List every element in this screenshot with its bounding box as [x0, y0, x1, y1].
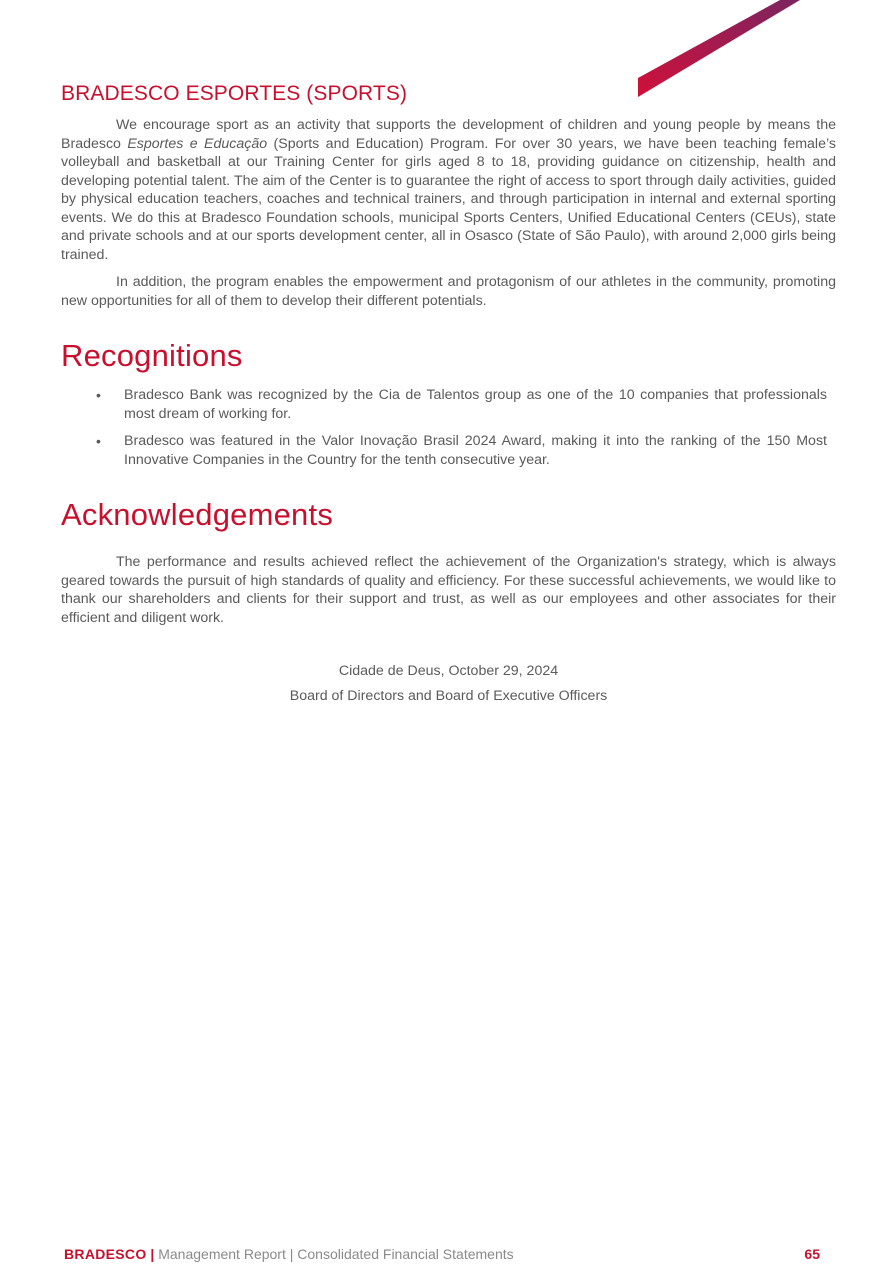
sports-p1-after: (Sports and Education) Program. For over 30 years, we have been teaching female’s volleyball and basketball at our Training Center for girls aged 8 to 18, providing guidance on citizenship, health and developing potential talent. The aim of the Center is to guarantee the right of access to sport through daily activities, guided by physical education teachers, coaches and technical trainers, and through participation in internal and external sporting events. We do this at Bradesco Foundation schools, municipal Sports Centers, Unified Educational Centers (CEUs), state and private schools and at our sports development center, all in Osasco (State of São Paulo), with around 2,000 girls being trained.: [61, 135, 836, 263]
acknowledgements-paragraph: The performance and results achieved reflect the achievement of the Organization's strategy, which is always geared towards the pursuit of high standards of quality and efficiency. For these successful achievements, we would like to thank our shareholders and clients for their support and trust, as well as our employees and other associates for their efficient and diligent work.: [61, 554, 836, 626]
page-number: 65: [804, 1246, 820, 1262]
acknowledgements-title: Acknowledgements: [61, 497, 334, 532]
recognition-item: [96, 386, 827, 423]
recognition-text: Bradesco Bank was recognized by the Cia de Talentos group as one of the 10 companies that professionals most dream of working for.: [124, 387, 827, 422]
recognitions-list: [61, 386, 836, 469]
signature-signers: Board of Directors and Board of Executive Officers: [289, 688, 608, 704]
sports-p1-before: We encourage sport as an activity that supports the development of children and young people by means the Bradesco: [61, 117, 836, 152]
signature-place-date: Cidade de Deus, October 29, 2024: [338, 663, 559, 679]
sports-section-title: BRADESCO ESPORTES (SPORTS): [61, 82, 408, 105]
recognition-item: [96, 432, 827, 469]
page-footer: [64, 1246, 820, 1262]
footer-brand: BRADESCO: [64, 1246, 147, 1262]
recognitions-title: Recognitions: [61, 338, 243, 373]
footer-subtitle: Management Report | Consolidated Financial Statements: [158, 1246, 514, 1262]
bullet-icon: •: [96, 433, 101, 449]
recognition-text: Bradesco was featured in the Valor Inovação Brasil 2024 Award, making it into the ranking of the 150 Most Innovative Companies in the Country for the tenth consecutive year.: [124, 433, 827, 468]
footer-left: [64, 1246, 514, 1262]
sports-p1-italic: Esportes e Educação: [127, 135, 268, 152]
footer-separator: |: [150, 1246, 155, 1262]
sports-paragraph-1: [61, 116, 836, 264]
page-content: [61, 82, 836, 704]
sports-paragraph-2: In addition, the program enables the empowerment and protagonism of our athletes in the community, promoting new opportunities for all of them to develop their different potentials.: [61, 274, 836, 309]
bullet-icon: •: [96, 387, 101, 403]
